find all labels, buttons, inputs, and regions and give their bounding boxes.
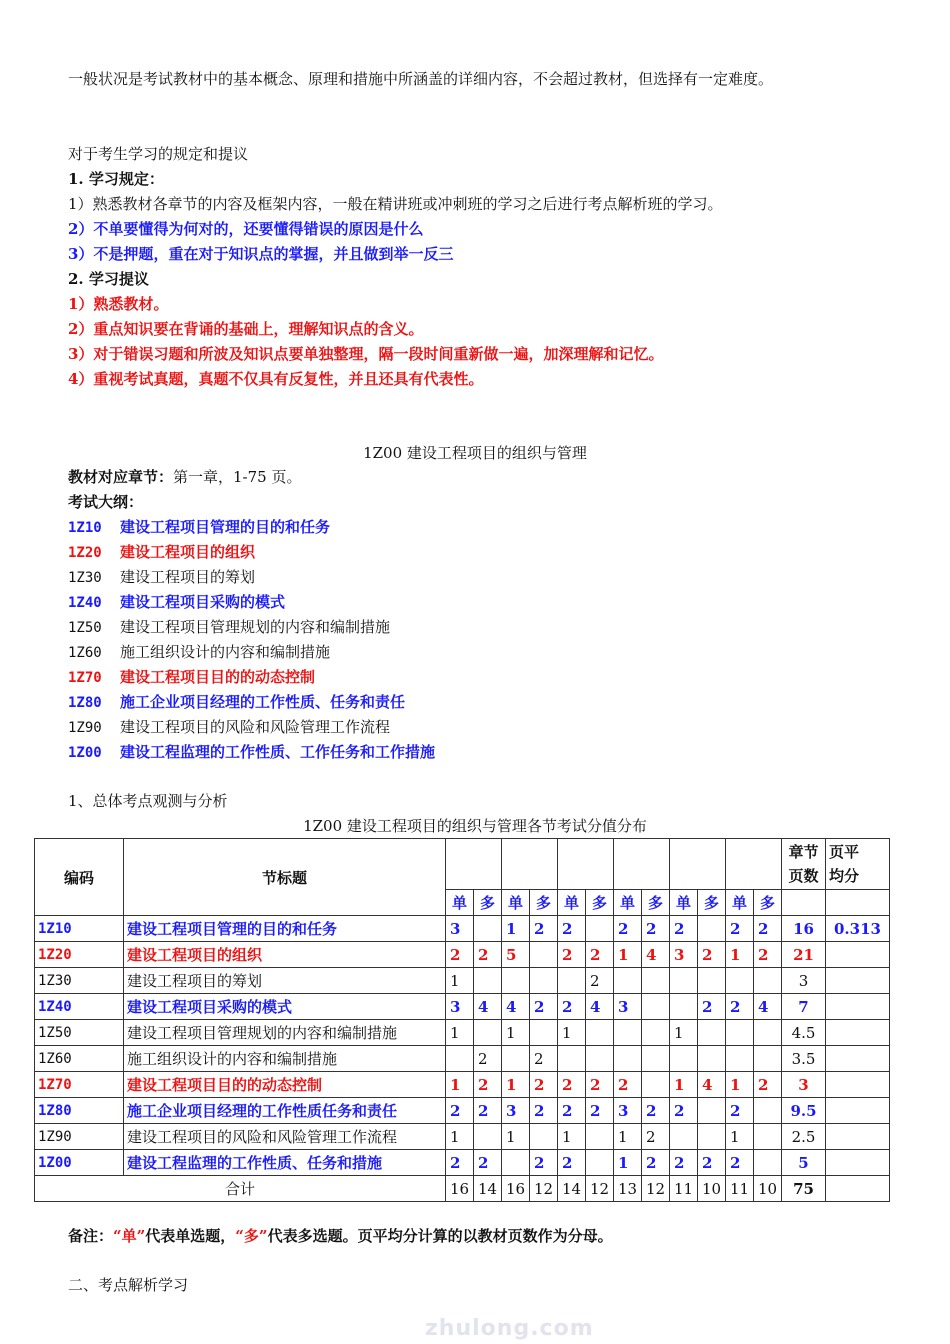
total-cell: 12 [530, 1176, 558, 1202]
row-code: 1Z50 [35, 1020, 124, 1046]
score-cell: 2 [642, 1124, 670, 1150]
rule-item-1: 1）熟悉教材各章节的内容及框架内容，一般在精讲班或冲刺班的学习之后进行考点解析班的学习。 [68, 195, 723, 213]
outline-title: 建设工程项目采购的模式 [120, 593, 286, 611]
header-avg [826, 839, 890, 890]
row-title: 建设工程项目的风险和风险管理工作流程 [124, 1124, 446, 1150]
outline-label: 考试大纲： [68, 493, 144, 511]
score-cell: 2 [726, 1098, 754, 1124]
score-cell: 2 [558, 942, 586, 968]
row-title: 建设工程项目管理的目的和任务 [124, 916, 446, 942]
score-cell: 2 [530, 1098, 558, 1124]
outline-item [68, 642, 330, 663]
score-cell [642, 994, 670, 1020]
row-title: 施工企业项目经理的工作性质任务和责任 [124, 1098, 446, 1124]
header-code: 编码 [35, 839, 124, 916]
subheader-cell: 多 [698, 890, 726, 916]
outline-title: 施工组织设计的内容和编制措施 [120, 643, 331, 661]
total-cell: 16 [446, 1176, 474, 1202]
score-cell: 2 [614, 1072, 642, 1098]
score-cell: 4 [642, 942, 670, 968]
score-cell: 2 [726, 994, 754, 1020]
row-pages: 3 [782, 1072, 826, 1098]
score-cell: 2 [670, 1098, 698, 1124]
table-caption: 1Z00 建设工程项目的组织与管理各节考试分值分布 [303, 817, 647, 835]
chapter-title: 1Z00 建设工程项目的组织与管理 [363, 444, 587, 462]
score-cell [670, 994, 698, 1020]
table-row [35, 1020, 890, 1046]
score-cell: 1 [446, 1020, 474, 1046]
row-pages: 21 [782, 942, 826, 968]
score-cell: 3 [446, 916, 474, 942]
outline-code: 1Z70 [68, 670, 102, 686]
score-cell: 1 [670, 1072, 698, 1098]
score-cell: 1 [446, 1072, 474, 1098]
subheader-cell: 单 [726, 890, 754, 916]
table-row [35, 1150, 890, 1176]
analysis-title: 1、总体考点观测与分析 [68, 792, 228, 810]
score-cell [530, 1020, 558, 1046]
row-title: 建设工程项目采购的模式 [124, 994, 446, 1020]
score-cell [474, 916, 502, 942]
score-cell: 2 [474, 942, 502, 968]
outline-code: 1Z20 [68, 545, 102, 561]
row-title: 建设工程项目的筹划 [124, 968, 446, 994]
score-cell: 2 [586, 1098, 614, 1124]
subheader-cell: 多 [586, 890, 614, 916]
rules-title: 1. 学习规定： [68, 170, 164, 188]
header-blank [614, 839, 670, 890]
row-avg: 0.313 [826, 916, 890, 942]
row-avg [826, 1072, 890, 1098]
score-cell [642, 1020, 670, 1046]
advice-title: 对于考生学习的规定和提议 [68, 145, 249, 163]
outline-item [68, 567, 255, 588]
score-cell [726, 1046, 754, 1072]
score-cell: 4 [754, 994, 782, 1020]
score-cell [586, 916, 614, 942]
score-cell: 2 [446, 1150, 474, 1176]
score-cell [642, 1046, 670, 1072]
subheader-blank [782, 890, 826, 916]
score-cell: 2 [698, 1150, 726, 1176]
score-cell [642, 1072, 670, 1098]
score-cell [586, 1150, 614, 1176]
score-cell [614, 1046, 642, 1072]
score-cell: 3 [614, 994, 642, 1020]
score-cell [446, 1046, 474, 1072]
score-cell [530, 968, 558, 994]
score-cell: 2 [558, 1072, 586, 1098]
score-cell [586, 1124, 614, 1150]
score-cell [474, 968, 502, 994]
note-label: 备注： [68, 1227, 114, 1245]
header-title: 节标题 [124, 839, 446, 916]
suggest-item-4: 4）重视考试真题，真题不仅具有反复性，并且还具有代表性。 [68, 370, 484, 388]
subheader-cell: 单 [502, 890, 530, 916]
total-cell: 11 [726, 1176, 754, 1202]
score-cell: 2 [586, 1072, 614, 1098]
outline-title: 建设工程项目的风险和风险管理工作流程 [120, 718, 391, 736]
row-pages: 3.5 [782, 1046, 826, 1072]
score-cell: 3 [670, 942, 698, 968]
score-cell: 2 [726, 1150, 754, 1176]
row-title: 建设工程监理的工作性质、任务和措施 [124, 1150, 446, 1176]
total-cell: 11 [670, 1176, 698, 1202]
row-code: 1Z70 [35, 1072, 124, 1098]
score-cell [670, 968, 698, 994]
outline-item [68, 617, 390, 638]
subheader-cell: 多 [530, 890, 558, 916]
score-cell: 2 [670, 916, 698, 942]
row-pages: 5 [782, 1150, 826, 1176]
outline-title: 建设工程项目目的的动态控制 [120, 668, 316, 686]
score-cell: 1 [502, 916, 530, 942]
row-pages: 2.5 [782, 1124, 826, 1150]
score-cell: 1 [614, 1150, 642, 1176]
score-cell [754, 968, 782, 994]
outline-title: 施工企业项目经理的工作性质、任务和责任 [120, 693, 406, 711]
score-cell [614, 1020, 642, 1046]
score-cell: 1 [502, 1020, 530, 1046]
total-pages: 75 [782, 1176, 826, 1202]
outline-title: 建设工程项目的筹划 [120, 568, 256, 586]
total-cell: 10 [698, 1176, 726, 1202]
row-code: 1Z40 [35, 994, 124, 1020]
row-avg [826, 994, 890, 1020]
row-pages: 3 [782, 968, 826, 994]
total-cell: 13 [614, 1176, 642, 1202]
row-code: 1Z80 [35, 1098, 124, 1124]
score-cell [754, 1124, 782, 1150]
textbook-value: 第一章，1-75 页。 [173, 468, 302, 486]
score-cell [474, 1020, 502, 1046]
header-avg-text: 页平均分 [829, 843, 860, 885]
row-avg [826, 1020, 890, 1046]
outline-code: 1Z50 [68, 620, 102, 636]
suggest-item-2: 2）重点知识要在背诵的基础上，理解知识点的含义。 [68, 320, 424, 338]
score-cell: 1 [558, 1124, 586, 1150]
header-blank [558, 839, 614, 890]
row-avg [826, 1098, 890, 1124]
score-cell: 1 [726, 1072, 754, 1098]
score-cell [530, 942, 558, 968]
score-cell [502, 968, 530, 994]
table-row [35, 916, 890, 942]
subheader-cell: 单 [670, 890, 698, 916]
score-cell [726, 968, 754, 994]
score-table [34, 838, 890, 1202]
score-cell: 2 [558, 1098, 586, 1124]
score-cell [558, 1046, 586, 1072]
row-pages: 16 [782, 916, 826, 942]
outline-item [68, 742, 435, 763]
total-cell: 14 [558, 1176, 586, 1202]
subheader-cell: 单 [558, 890, 586, 916]
outline-item [68, 692, 405, 713]
score-cell: 4 [586, 994, 614, 1020]
row-code: 1Z00 [35, 1150, 124, 1176]
total-avg [826, 1176, 890, 1202]
outline-code: 1Z60 [68, 645, 102, 661]
score-cell: 2 [446, 942, 474, 968]
score-cell: 2 [530, 994, 558, 1020]
row-title: 建设工程项目管理规划的内容和编制措施 [124, 1020, 446, 1046]
watermark: zhulong.com [425, 1316, 594, 1341]
score-cell [502, 1150, 530, 1176]
row-code: 1Z60 [35, 1046, 124, 1072]
row-pages: 7 [782, 994, 826, 1020]
header-pages-text: 章节页数 [788, 843, 819, 885]
table-row [35, 1072, 890, 1098]
subheader-cell: 多 [474, 890, 502, 916]
suggest-title: 2. 学习提议 [68, 270, 149, 288]
score-cell: 2 [530, 916, 558, 942]
row-avg [826, 1124, 890, 1150]
rule-item-2: 2）不单要懂得为何对的，还要懂得错误的原因是什么 [68, 220, 424, 238]
header-blank [446, 839, 502, 890]
score-cell: 1 [558, 1020, 586, 1046]
score-cell: 2 [530, 1150, 558, 1176]
row-code: 1Z30 [35, 968, 124, 994]
score-cell [698, 916, 726, 942]
score-cell: 1 [614, 942, 642, 968]
header-blank [726, 839, 782, 890]
score-cell: 2 [726, 916, 754, 942]
score-cell: 2 [754, 1072, 782, 1098]
score-cell: 2 [558, 916, 586, 942]
subheader-cell: 多 [642, 890, 670, 916]
row-pages: 4.5 [782, 1020, 826, 1046]
total-cell: 12 [642, 1176, 670, 1202]
outline-item [68, 517, 330, 538]
outline-item [68, 717, 390, 738]
subheader-cell: 单 [446, 890, 474, 916]
subheader-cell: 单 [614, 890, 642, 916]
row-avg [826, 968, 890, 994]
note-quote-multi: “多” [235, 1227, 268, 1245]
row-title: 施工组织设计的内容和编制措施 [124, 1046, 446, 1072]
outline-item [68, 667, 315, 688]
header-pages [782, 839, 826, 890]
outline-item [68, 542, 255, 563]
note-end: 代表多选题。页平均分计算的以教材页数作为分母。 [267, 1227, 613, 1245]
score-cell: 2 [530, 1046, 558, 1072]
score-cell: 3 [614, 1098, 642, 1124]
score-cell [698, 1098, 726, 1124]
row-code: 1Z90 [35, 1124, 124, 1150]
score-cell [586, 1020, 614, 1046]
score-cell [698, 1124, 726, 1150]
score-cell: 4 [474, 994, 502, 1020]
score-cell [754, 1150, 782, 1176]
score-cell: 2 [530, 1072, 558, 1098]
row-avg [826, 1046, 890, 1072]
outline-code: 1Z40 [68, 595, 102, 611]
outline-title: 建设工程监理的工作性质、工作任务和工作措施 [120, 743, 436, 761]
score-cell: 2 [586, 942, 614, 968]
score-cell: 2 [642, 1150, 670, 1176]
section2-title: 二、考点解析学习 [68, 1276, 189, 1294]
score-cell: 2 [586, 968, 614, 994]
outline-code: 1Z30 [68, 570, 102, 586]
outline-title: 建设工程项目的组织 [120, 543, 256, 561]
score-cell: 1 [726, 1124, 754, 1150]
table-row [35, 1124, 890, 1150]
score-cell: 1 [726, 942, 754, 968]
score-cell: 4 [502, 994, 530, 1020]
score-cell: 1 [614, 1124, 642, 1150]
row-title: 建设工程项目的组织 [124, 942, 446, 968]
score-cell: 3 [446, 994, 474, 1020]
outline-code: 1Z00 [68, 745, 102, 761]
rule-item-3: 3）不是押题，重在对于知识点的掌握，并且做到举一反三 [68, 245, 454, 263]
textbook-label: 教材对应章节： [68, 468, 174, 486]
table-row [35, 968, 890, 994]
score-cell: 1 [670, 1020, 698, 1046]
score-cell: 1 [446, 968, 474, 994]
score-cell: 5 [502, 942, 530, 968]
score-cell: 2 [558, 994, 586, 1020]
suggest-item-1: 1）熟悉教材。 [68, 295, 169, 313]
score-cell [530, 1124, 558, 1150]
score-cell: 2 [446, 1098, 474, 1124]
note-mid: 代表单选题， [145, 1227, 236, 1245]
score-cell [558, 968, 586, 994]
intro-paragraph: 一般状况是考试教材中的基本概念、原理和措施中所涵盖的详细内容，不会超过教材，但选择有一定难度。 [68, 70, 774, 88]
row-code: 1Z20 [35, 942, 124, 968]
note-quote-single: “单” [113, 1227, 146, 1245]
score-cell: 2 [474, 1046, 502, 1072]
subheader-blank [826, 890, 890, 916]
outline-title: 建设工程项目管理规划的内容和编制措施 [120, 618, 391, 636]
score-cell [754, 1098, 782, 1124]
score-cell: 2 [670, 1150, 698, 1176]
subheader-cell: 多 [754, 890, 782, 916]
total-row [35, 1176, 890, 1202]
table-row [35, 994, 890, 1020]
table-row [35, 942, 890, 968]
score-cell [754, 1046, 782, 1072]
outline-code: 1Z10 [68, 520, 102, 536]
score-cell [670, 1046, 698, 1072]
score-cell: 2 [474, 1098, 502, 1124]
score-cell [642, 968, 670, 994]
textbook-line [68, 467, 301, 487]
outline-code: 1Z80 [68, 695, 102, 711]
score-cell [670, 1124, 698, 1150]
score-cell [698, 968, 726, 994]
score-cell [698, 1020, 726, 1046]
note [68, 1226, 613, 1246]
score-cell: 2 [474, 1150, 502, 1176]
total-cell: 14 [474, 1176, 502, 1202]
score-cell [502, 1046, 530, 1072]
score-cell [726, 1020, 754, 1046]
suggest-item-3: 3）对于错误习题和所波及知识点要单独整理，隔一段时间重新做一遍，加深理解和记忆。 [68, 345, 664, 363]
score-cell: 2 [614, 916, 642, 942]
table-row [35, 1098, 890, 1124]
row-avg [826, 1150, 890, 1176]
score-cell [474, 1124, 502, 1150]
score-cell [614, 968, 642, 994]
header-blank [670, 839, 726, 890]
row-title: 建设工程项目目的的动态控制 [124, 1072, 446, 1098]
score-cell: 2 [474, 1072, 502, 1098]
score-cell: 2 [698, 994, 726, 1020]
score-cell: 2 [754, 916, 782, 942]
score-cell: 4 [698, 1072, 726, 1098]
score-cell: 2 [754, 942, 782, 968]
score-cell [586, 1046, 614, 1072]
total-cell: 16 [502, 1176, 530, 1202]
outline-title: 建设工程项目管理的目的和任务 [120, 518, 331, 536]
score-cell [698, 1046, 726, 1072]
header-blank [502, 839, 558, 890]
total-label: 合计 [35, 1176, 446, 1202]
score-cell: 2 [698, 942, 726, 968]
score-cell: 1 [502, 1072, 530, 1098]
score-cell [754, 1020, 782, 1046]
total-cell: 10 [754, 1176, 782, 1202]
score-cell: 1 [502, 1124, 530, 1150]
row-code: 1Z10 [35, 916, 124, 942]
outline-code: 1Z90 [68, 720, 102, 736]
score-cell: 2 [642, 916, 670, 942]
row-pages: 9.5 [782, 1098, 826, 1124]
score-cell: 3 [502, 1098, 530, 1124]
outline-item [68, 592, 285, 613]
total-cell: 12 [586, 1176, 614, 1202]
row-avg [826, 942, 890, 968]
score-cell: 2 [642, 1098, 670, 1124]
score-cell: 1 [446, 1124, 474, 1150]
table-row [35, 1046, 890, 1072]
score-cell: 2 [558, 1150, 586, 1176]
